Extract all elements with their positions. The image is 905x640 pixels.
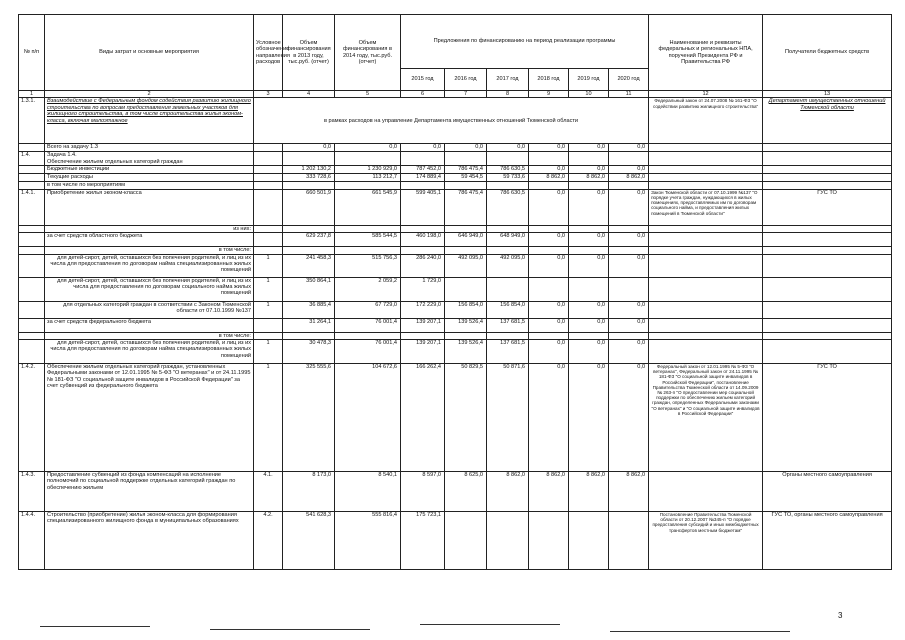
value-cell: 8 862,0 — [529, 472, 569, 512]
value-cell: 350 864,1 — [283, 277, 335, 301]
value-cell: 0,0 — [609, 233, 649, 247]
row-act: Постановление Правительства Тюменской области от 20.12.2007 №345-п "О порядке предоставления субсидий и иных межбюджетных трансфертов местным бюджетам" — [649, 512, 763, 570]
value-cell: 175 723,1 — [401, 512, 445, 570]
row-code: 1 — [254, 301, 283, 318]
value-cell: 166 262,4 — [401, 364, 445, 472]
value-cell: 0,0 — [569, 364, 609, 472]
value-cell: 0,0 — [569, 254, 609, 277]
value-cell: 139 207,1 — [401, 318, 445, 332]
header-fin2013: Объем финансирования в 2013 году, тыс.руб. (отчет) — [283, 15, 335, 91]
value-cell: 0,0 — [529, 189, 569, 225]
value-cell: 0,0 — [529, 340, 569, 364]
value-cell: 59 454,5 — [445, 174, 487, 182]
value-cell: 139 526,4 — [445, 318, 487, 332]
header-acts: Наименование и реквизиты федеральных и региональных НПА, поручений Президента РФ и Правительства РФ — [649, 15, 763, 91]
row-current-expenses — [19, 174, 892, 182]
value-cell: 8 173,0 — [283, 472, 335, 512]
year-2016: 2016 год — [445, 69, 487, 91]
header-fin2014: Объем финансирования в 2014 году, тыс.руб. (отчет) — [335, 15, 401, 91]
row-federal-orphans — [19, 340, 892, 364]
value-cell: 1 202 130,2 — [283, 166, 335, 174]
row-1-4-1 — [19, 189, 892, 225]
scan-artifact-line — [610, 631, 790, 632]
value-cell: 0,0 — [569, 301, 609, 318]
value-cell: 139 207,1 — [401, 340, 445, 364]
value-cell: 174 889,4 — [401, 174, 445, 182]
value-cell: 8 862,0 — [569, 472, 609, 512]
row-label: для детей-сирот, детей, оставшихся без попечения родителей, и лиц из их числа для предоставления по договорам социального найма жилых помещений — [45, 277, 254, 301]
column-number-cell: 12 — [649, 91, 763, 98]
value-cell: 0,0 — [529, 166, 569, 174]
budget-table-sheet — [18, 14, 891, 570]
column-number-cell: 4 — [283, 91, 335, 98]
value-cell: 8 540,1 — [335, 472, 401, 512]
row-recipient: ГУС ТО — [763, 364, 892, 472]
row-code: 4.2. — [254, 512, 283, 570]
value-cell: 8 862,0 — [487, 472, 529, 512]
value-cell: 76 001,4 — [335, 318, 401, 332]
column-number-row — [19, 91, 892, 98]
row-label: Текущие расходы — [45, 174, 254, 182]
value-cell: 137 681,5 — [487, 318, 529, 332]
row-label: для отдельных категорий граждан в соответствии с Законом Тюменской области от 07.10.1999 №137 — [45, 301, 254, 318]
value-cell: 541 628,3 — [283, 512, 335, 570]
value-cell: 0,0 — [529, 301, 569, 318]
column-number-cell: 9 — [529, 91, 569, 98]
page-number: 3 — [838, 611, 843, 620]
value-cell: 629 237,8 — [283, 233, 335, 247]
value-cell: 0,0 — [569, 166, 609, 174]
value-cell: 0,0 — [569, 318, 609, 332]
task-subtitle: Обеспечение жильем отдельных категорий граждан — [47, 158, 183, 165]
row-orphans-specialized — [19, 254, 892, 277]
scan-artifact-line — [420, 624, 560, 625]
row-budget-investments — [19, 166, 892, 174]
row-law-categories — [19, 301, 892, 318]
value-cell: 0,0 — [609, 301, 649, 318]
row-code: 1 — [254, 254, 283, 277]
value-cell: 0,0 — [529, 233, 569, 247]
value-cell: 0,0 — [529, 144, 569, 152]
value-cell: 156 854,0 — [445, 301, 487, 318]
row-orphans-social — [19, 277, 892, 301]
value-cell: 515 756,3 — [335, 254, 401, 277]
row-1-3-1 — [19, 98, 892, 144]
scan-artifact-line — [40, 626, 150, 627]
value-cell: 8 862,0 — [529, 174, 569, 182]
value-cell: 0,0 — [609, 364, 649, 472]
row-1-4-2 — [19, 364, 892, 472]
value-cell: 0,0 — [529, 254, 569, 277]
value-cell: 50 871,6 — [487, 364, 529, 472]
value-cell: 325 555,6 — [283, 364, 335, 472]
value-cell: 0,0 — [609, 144, 649, 152]
value-cell: 0,0 — [609, 340, 649, 364]
column-number-cell: 2 — [45, 91, 254, 98]
column-number-cell: 10 — [569, 91, 609, 98]
row-label: для детей-сирот, детей, оставшихся без попечения родителей, и лиц из их числа для предоставления по договорам найма специализированных жилых помещений — [45, 254, 254, 277]
column-number-cell: 8 — [487, 91, 529, 98]
row-recipient: Органы местного самоуправления — [763, 472, 892, 512]
row-text: Обеспечение жильем отдельных категорий граждан, установленных Федеральными законами от 12.01.1995 № 5-ФЗ "О ветеранах" и от 24.11.1995 № 181-ФЗ "О социальной защите инвалидов в Российской Федерации" за счет субвенций из федерального бюджета — [45, 364, 254, 472]
value-cell: 8 597,0 — [401, 472, 445, 512]
value-cell: 113 212,7 — [335, 174, 401, 182]
header-conditional: Условное обозначение направления расходов — [254, 15, 283, 91]
value-cell: 0,0 — [569, 340, 609, 364]
row-text: Предоставление субвенций из фонда компенсаций на исполнение полномочий по социальной поддержке отдельных категорий граждан по обеспечению жильем — [45, 472, 254, 512]
task-title: Задача 1.4. — [47, 152, 77, 159]
row-num: 1.4.1. — [19, 189, 45, 225]
row-label: Всего на задачу 1.3 — [45, 144, 254, 152]
value-cell: 0,0 — [335, 144, 401, 152]
row-num: 1.4.4. — [19, 512, 45, 570]
row-text — [45, 152, 254, 166]
value-cell: 1 729,0 — [401, 277, 445, 301]
value-cell: 661 545,9 — [335, 189, 401, 225]
value-cell: 0,0 — [283, 144, 335, 152]
column-number-cell: 1 — [19, 91, 45, 98]
row-regional-budget — [19, 233, 892, 247]
value-cell: 0,0 — [609, 166, 649, 174]
header-num: № п/п — [19, 15, 45, 91]
value-cell: 492 095,0 — [487, 254, 529, 277]
header-proposals: Предложения по финансированию на период реализации программы — [401, 15, 649, 69]
row-num: 1.4. — [19, 152, 45, 166]
value-cell: 0,0 — [569, 189, 609, 225]
row-label: за счет средств областного бюджета — [45, 233, 254, 247]
value-cell: 8 625,0 — [445, 472, 487, 512]
row-text: Приобретение жилья эконом-класса — [45, 189, 254, 225]
row-code: 4.1. — [254, 472, 283, 512]
row-incl-2 — [19, 332, 892, 339]
row-of-which — [19, 225, 892, 232]
value-cell: 76 001,4 — [335, 340, 401, 364]
value-cell: 8 862,0 — [609, 174, 649, 182]
year-2015: 2015 год — [401, 69, 445, 91]
value-cell: 67 729,0 — [335, 301, 401, 318]
row-federal-budget — [19, 318, 892, 332]
value-cell: 555 816,4 — [335, 512, 401, 570]
row-code: 1 — [254, 340, 283, 364]
year-2017: 2017 год — [487, 69, 529, 91]
value-cell: 333 728,6 — [283, 174, 335, 182]
column-number-cell: 7 — [445, 91, 487, 98]
column-number-cell: 5 — [335, 91, 401, 98]
value-cell: 787 452,0 — [401, 166, 445, 174]
column-number-cell: 11 — [609, 91, 649, 98]
value-cell: 0,0 — [529, 318, 569, 332]
value-cell: 786 475,4 — [445, 189, 487, 225]
value-cell: 2 059,2 — [335, 277, 401, 301]
row-label: в том числе по мероприятиям — [45, 182, 254, 189]
year-2018: 2018 год — [529, 69, 569, 91]
row-num: 1.3.1. — [19, 98, 45, 144]
row-text: Взаимодействие с Федеральным фондом содействия развитию жилищного строительства по вопросам предоставления земельных участков для жилищного строительства, в том числе строительства жилья эконом-класса, включая малоэтажное — [45, 98, 254, 144]
financing-table — [18, 14, 892, 570]
scan-artifact-line — [210, 629, 370, 630]
value-cell: 599 405,1 — [401, 189, 445, 225]
row-label: Бюджетные инвестиции — [45, 166, 254, 174]
row-label: за счет средств федерального бюджета — [45, 318, 254, 332]
value-cell: 786 630,5 — [487, 166, 529, 174]
row-incl — [19, 247, 892, 254]
value-cell: 139 526,4 — [445, 340, 487, 364]
row-label: для детей-сирот, детей, оставшихся без попечения родителей, и лиц из их числа для предоставления по договорам найма специализированных жилых помещений — [45, 340, 254, 364]
value-cell: 646 949,0 — [445, 233, 487, 247]
value-cell: 660 501,9 — [283, 189, 335, 225]
value-cell: 36 885,4 — [283, 301, 335, 318]
value-cell: 0,0 — [609, 318, 649, 332]
row-mid-note: в рамках расходов на управление Департамента имущественных отношений Тюменской области — [254, 98, 649, 144]
value-cell: 0,0 — [445, 144, 487, 152]
row-code: 1 — [254, 364, 283, 472]
row-1-4-3 — [19, 472, 892, 512]
row-label: в том числе: — [45, 247, 254, 254]
row-act: Федеральный закон от 12.01.1995 № 5-ФЗ "О ветеранах", Федеральный закон от 24.11.1995 № 181-ФЗ "О социальной защите инвалидов в Российской Федерации", постановление Правительства Тюменской области от 14.09.2009 № 263-п "О предоставлении мер социальной поддержки по обеспечению жильем категорий граждан, определенных Федеральными законами "О ветеранах" и "О социальной защите инвалидов в Российской Федерации" — [649, 364, 763, 472]
row-code: 1 — [254, 277, 283, 301]
row-1-4-4 — [19, 512, 892, 570]
row-num: 1.4.2. — [19, 364, 45, 472]
value-cell: 585 544,5 — [335, 233, 401, 247]
column-number-cell: 6 — [401, 91, 445, 98]
header-recipients: Получатели бюджетных средств — [763, 15, 892, 91]
year-2020: 2020 год — [609, 69, 649, 91]
row-recipient: ГУС ТО, органы местного самоуправления — [763, 512, 892, 570]
value-cell: 0,0 — [401, 144, 445, 152]
row-label: в том числе: — [45, 332, 254, 339]
row-label: из них: — [45, 225, 254, 232]
column-number-cell: 3 — [254, 91, 283, 98]
value-cell: 286 240,0 — [401, 254, 445, 277]
value-cell: 31 264,1 — [283, 318, 335, 332]
value-cell: 0,0 — [609, 254, 649, 277]
value-cell: 241 458,3 — [283, 254, 335, 277]
value-cell: 1 230 929,0 — [335, 166, 401, 174]
row-task-1-4 — [19, 152, 892, 166]
value-cell: 0,0 — [487, 144, 529, 152]
value-cell: 786 630,5 — [487, 189, 529, 225]
header-kind: Виды затрат и основные мероприятия — [45, 15, 254, 91]
value-cell: 30 478,3 — [283, 340, 335, 364]
row-act: Закон Тюменской области от 07.10.1999 №137 "О порядке учета граждан, нуждающихся в жилых помещениях, предоставляемых им по договорам социального найма, и предоставления жилых помещений в Тюменской области" — [649, 189, 763, 225]
row-total-1-3 — [19, 144, 892, 152]
value-cell: 8 862,0 — [569, 174, 609, 182]
column-number-cell: 13 — [763, 91, 892, 98]
value-cell: 137 681,5 — [487, 340, 529, 364]
year-2019: 2019 год — [569, 69, 609, 91]
value-cell: 50 829,5 — [445, 364, 487, 472]
row-incl-events — [19, 182, 892, 189]
value-cell: 460 198,0 — [401, 233, 445, 247]
value-cell: 8 862,0 — [609, 472, 649, 512]
value-cell: 172 229,0 — [401, 301, 445, 318]
value-cell: 0,0 — [569, 233, 609, 247]
value-cell: 0,0 — [569, 144, 609, 152]
row-recipient: Департамент имущественных отношений Тюменской области — [763, 98, 892, 144]
value-cell: 0,0 — [529, 364, 569, 472]
row-act: Федеральный закон от 24.07.2008 № 161-ФЗ "О содействии развитию жилищного строительства" — [649, 98, 763, 144]
value-cell: 648 949,0 — [487, 233, 529, 247]
row-num: 1.4.3. — [19, 472, 45, 512]
value-cell: 156 854,0 — [487, 301, 529, 318]
row-recipient: ГУС ТО — [763, 189, 892, 225]
value-cell: 104 672,6 — [335, 364, 401, 472]
value-cell: 59 733,6 — [487, 174, 529, 182]
row-text: Строительство (приобретение) жилья эконом-класса для формирования специализированного жилищного фонда в муниципальных образованиях — [45, 512, 254, 570]
value-cell: 0,0 — [609, 189, 649, 225]
value-cell: 492 095,0 — [445, 254, 487, 277]
value-cell: 786 475,4 — [445, 166, 487, 174]
